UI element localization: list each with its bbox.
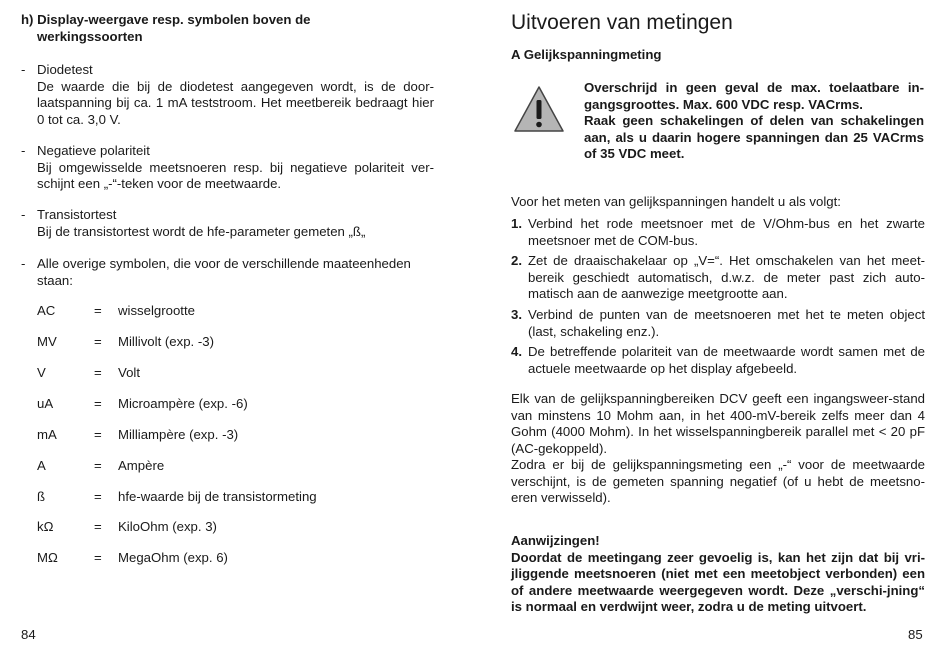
page-number: 84: [21, 627, 36, 642]
symbol-value: KiloOhm (exp. 3): [118, 519, 217, 534]
symbol-equals: =: [94, 365, 102, 380]
warning-triangle-icon: [513, 85, 565, 133]
step-number: 1.: [511, 216, 522, 231]
symbol-value: Ampère: [118, 458, 165, 473]
list-item: [37, 143, 434, 193]
note-title: Aanwijzingen!: [511, 533, 600, 548]
symbol-key: mA: [37, 427, 57, 442]
section-subtitle: A Gelijkspanningmeting: [511, 47, 662, 62]
symbol-key: ß: [37, 489, 46, 504]
list-item-title: Transistortest: [37, 207, 117, 222]
symbol-equals: =: [94, 458, 102, 473]
step-text: Zet de draaischakelaar op „V=“. Het omschakelen van het meet-bereik geschiedt automatisch, d.w.z. de meter past zich auto-matisch aan de aanwezige meetgrootte aan.: [528, 253, 925, 302]
symbol-value: Milliampère (exp. -3): [118, 427, 239, 442]
step-item: [511, 344, 925, 377]
list-item: [37, 62, 434, 128]
list-item-text: Bij omgewisselde meetsnoeren resp. bij negatieve polariteit ver-schijnt een „-“-teken voor de meetwaarde.: [37, 159, 434, 192]
page-number: 85: [908, 627, 923, 642]
symbol-equals: =: [94, 303, 102, 318]
list-item-title: Negatieve polariteit: [37, 143, 150, 158]
symbol-value: Microampère (exp. -6): [118, 396, 248, 411]
step-number: 4.: [511, 344, 522, 360]
step-item: [511, 307, 925, 340]
symbol-value: MegaOhm (exp. 6): [118, 550, 228, 565]
step-number: 2.: [511, 253, 522, 269]
symbol-key: uA: [37, 396, 54, 411]
list-dash: -: [21, 207, 26, 222]
steps-list: [511, 216, 925, 381]
paragraph-negative-voltage: Zodra er bij de gelijkspanningsmeting een „-“ voor de meetwaarde verschijnt, is de gemeten spanning negatief (of u hebt de meetsno-eren verwisseld).: [511, 457, 925, 506]
symbol-value: hfe-waarde bij de transistormeting: [118, 489, 317, 504]
symbol-key: MV: [37, 334, 57, 349]
page-title: Uitvoeren van metingen: [511, 11, 733, 34]
note-text: Doordat de meetingang zeer gevoelig is, kan het zijn dat bij vri-jliggende meetsnoeren (niet met een meetobject verbonden) een of andere meetwaarde weergegeven wordt. Deze „verschi-jning“ is normaal en verdwijnt weer, zodra u de meting uitvoert.: [511, 549, 925, 615]
step-text: De betreffende polariteit van de meetwaarde wordt samen met de actuele meetwaarde op het display afgebeeld.: [528, 344, 925, 376]
symbol-key: V: [37, 365, 46, 380]
step-text: Verbind het rode meetsnoer met de V/Ohm-bus en het zwarte meetsnoer met de COM-bus.: [528, 216, 925, 248]
symbol-equals: =: [94, 334, 102, 349]
warning-text: [584, 80, 924, 163]
section-heading-line2: werkingssoorten: [37, 28, 143, 44]
section-heading: [21, 12, 441, 45]
symbol-key: MΩ: [37, 550, 58, 565]
list-dash: -: [21, 62, 26, 77]
symbol-equals: =: [94, 396, 102, 411]
section-heading-line1: h) Display-weergave resp. symbolen boven de: [21, 12, 311, 27]
list-item-text: staan:: [37, 272, 73, 288]
right-page: [475, 0, 950, 648]
symbol-key: A: [37, 458, 46, 473]
step-item: [511, 253, 925, 303]
symbol-key: kΩ: [37, 519, 54, 534]
symbol-key: AC: [37, 303, 56, 318]
intro-text: Voor het meten van gelijkspanningen handelt u als volgt:: [511, 194, 841, 209]
symbol-equals: =: [94, 489, 102, 504]
list-dash: -: [21, 143, 26, 158]
list-item: [37, 256, 437, 289]
symbol-value: wisselgrootte: [118, 303, 195, 318]
paragraph-input-resistance: Elk van de gelijkspanningbereiken DCV geeft een ingangsweer-stand van minstens 10 Mohm aan, in het 400-mV-bereik zelfs meer dan 4 Gohm (4000 Mohm). In het wisselspanningbereik parallel met < 20 pF (AC-gekoppeld).: [511, 391, 925, 456]
step-text: Verbind de punten van de meetsnoeren met het te meten object (last, schakeling enz.).: [528, 306, 925, 339]
list-item-title: Alle overige symbolen, die voor de verschillende maateenheden: [37, 256, 411, 271]
step-number: 3.: [511, 306, 522, 322]
step-item: [511, 216, 925, 249]
warning-text-line2: Raak geen schakelingen of delen van schakelingen aan, als u daarin hogere spanningen dan 25 VACrms of 35 VDC meet.: [584, 113, 924, 162]
note-block: [511, 533, 925, 616]
symbol-equals: =: [94, 550, 102, 565]
symbol-value: Volt: [118, 365, 140, 380]
list-item-text: Bij de transistortest wordt de hfe-parameter gemeten „ß„: [37, 223, 366, 239]
list-item: [37, 207, 434, 240]
list-item-title: Diodetest: [37, 62, 93, 77]
symbol-equals: =: [94, 427, 102, 442]
list-item-text: De waarde die bij de diodetest aangegeven wordt, is de door-laatspanning bij ca. 1 mA teststroom. Het meetbereik bedraagt hier 0 tot ca. 3,0 V.: [37, 78, 434, 127]
symbol-value: Millivolt (exp. -3): [118, 334, 214, 349]
symbol-equals: =: [94, 519, 102, 534]
warning-text-line1: Overschrijd in geen geval de max. toelaatbare in-gangsgroottes. Max. 600 VDC resp. VACrms.: [584, 80, 924, 112]
list-dash: -: [21, 256, 26, 271]
